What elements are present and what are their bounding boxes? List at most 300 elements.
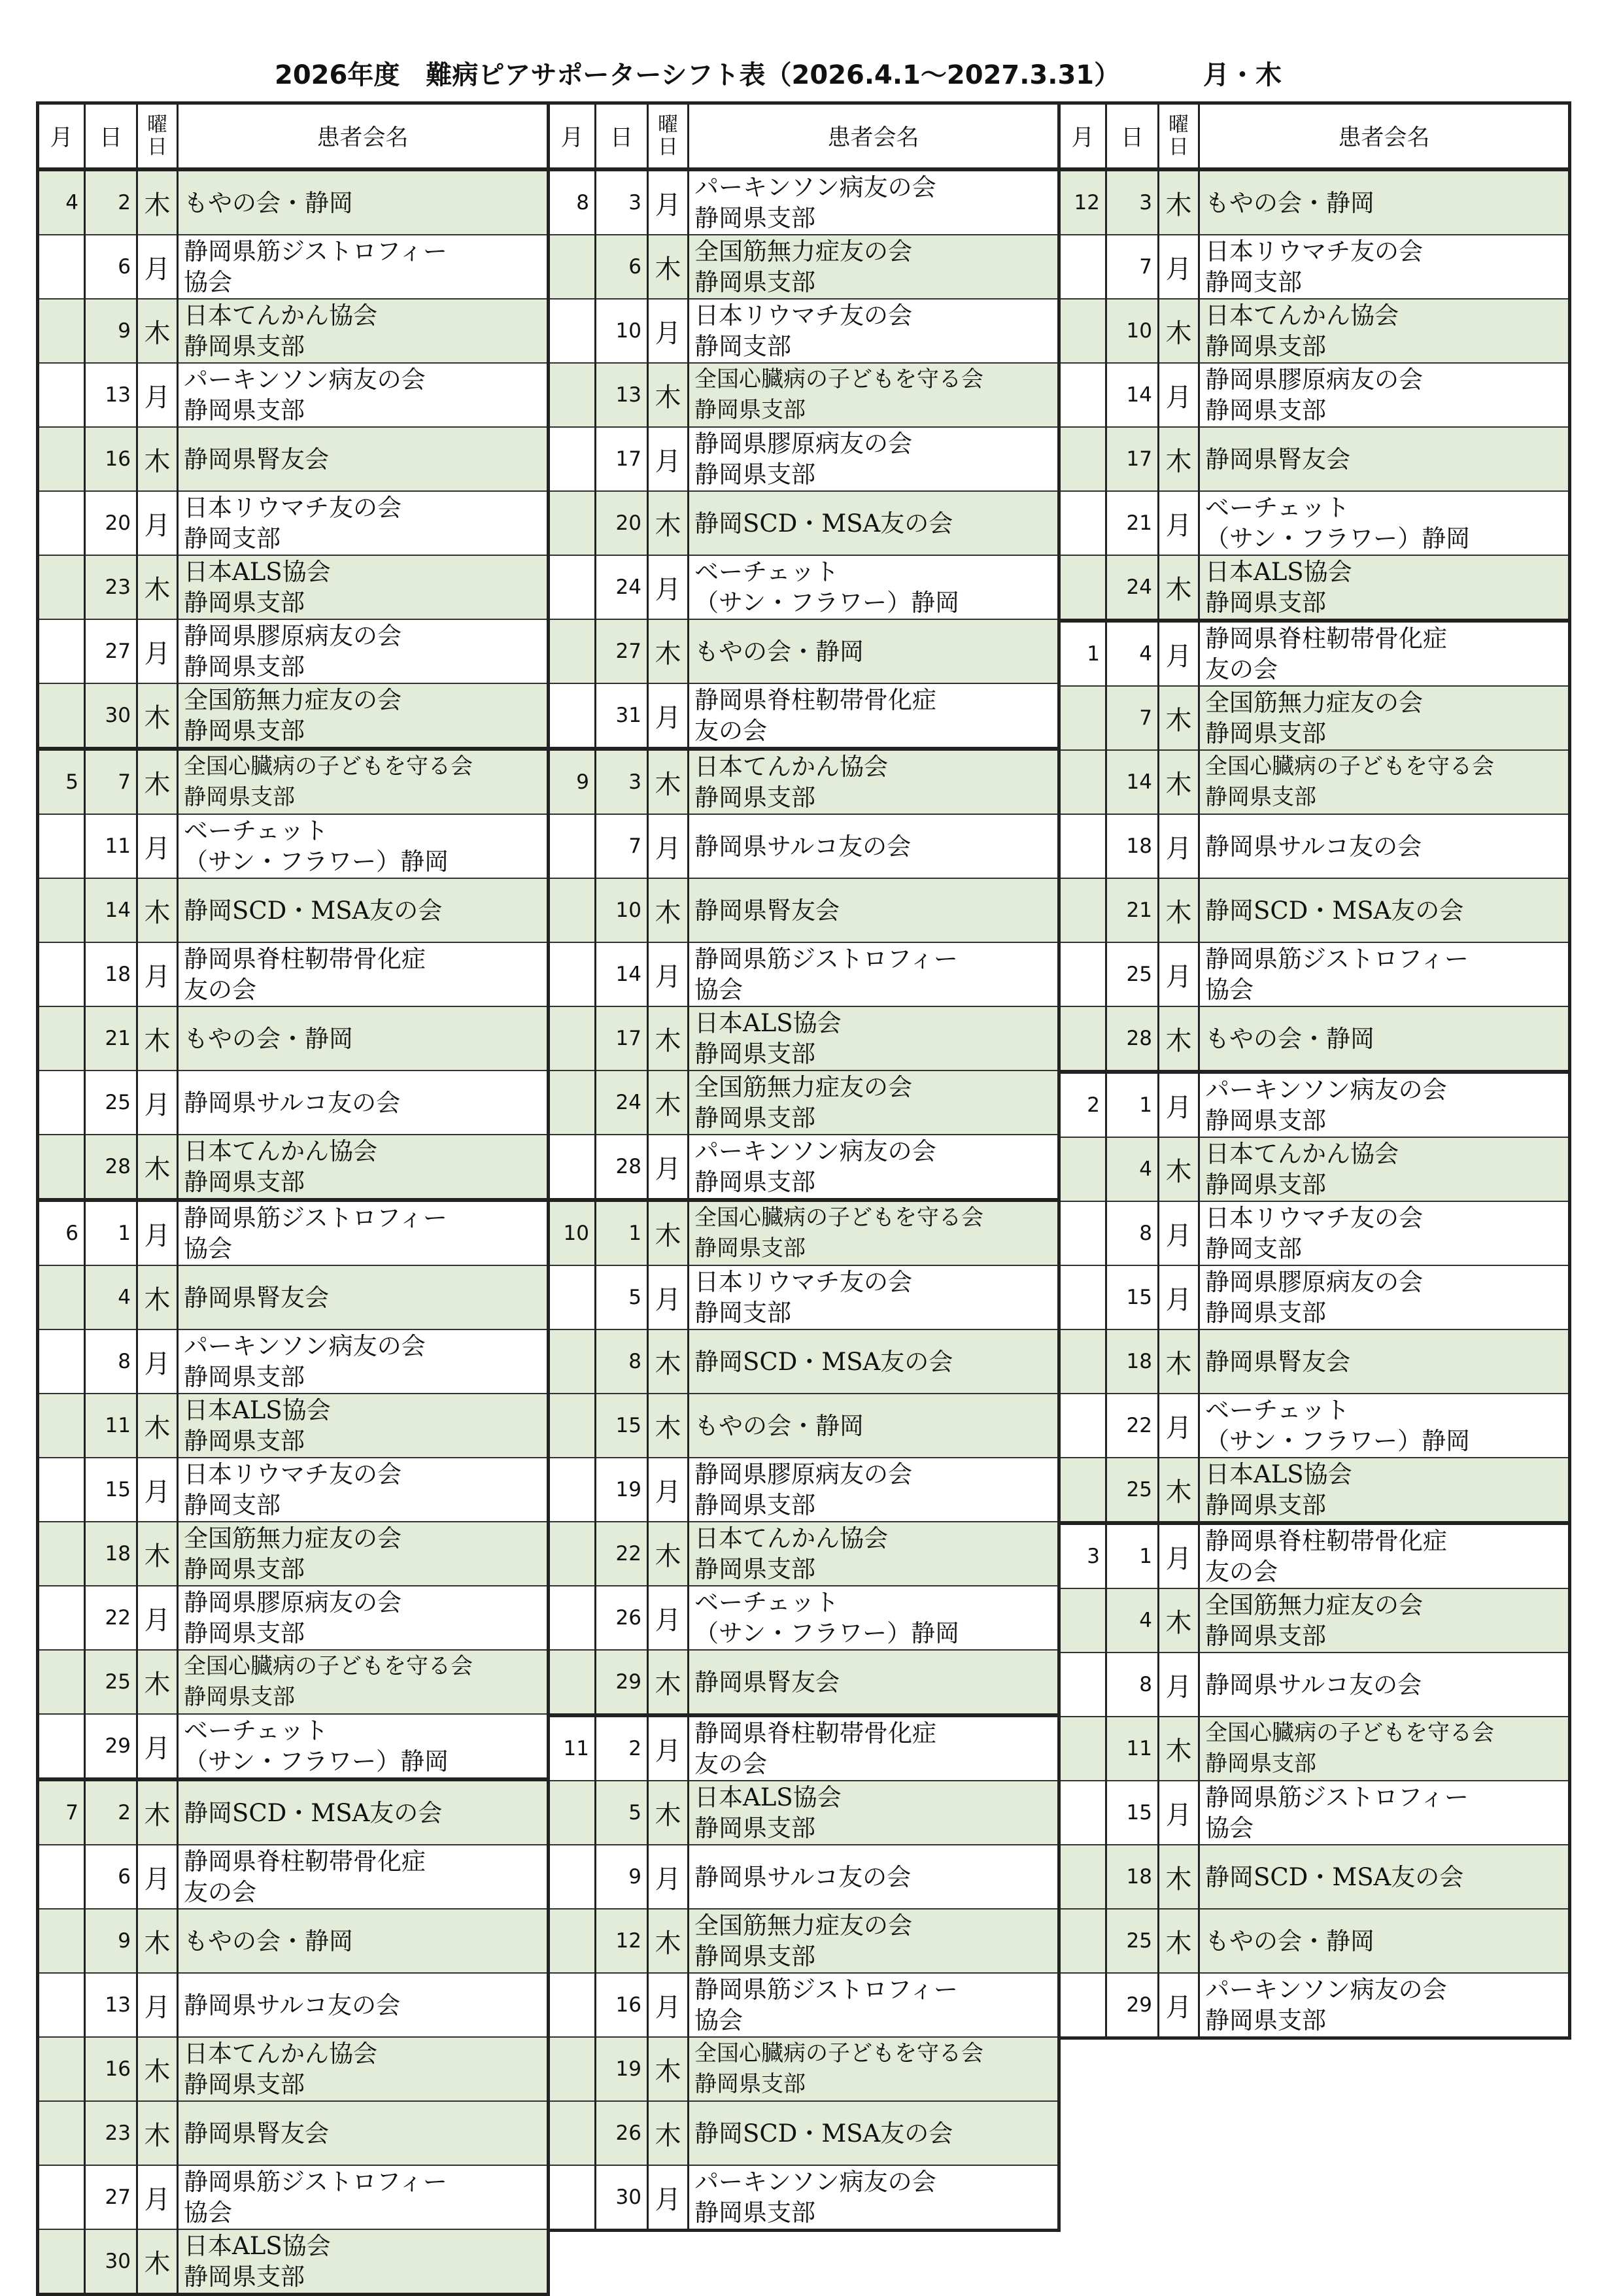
- weekday-cell: 木: [137, 1650, 178, 1714]
- group-name-cell: ベーチェット （サン・フラワー）静岡: [689, 555, 1059, 619]
- month-cell: [38, 2165, 85, 2229]
- group-name-cell: 日本ALS協会 静岡県支部: [689, 1781, 1059, 1845]
- month-cell: [38, 1135, 85, 1200]
- schedule-row: [1059, 235, 1570, 299]
- day-cell: 2: [85, 1779, 137, 1845]
- day-cell: 17: [596, 1006, 648, 1071]
- weekday-header: 曜 日: [648, 103, 689, 170]
- schedule-row: [38, 299, 549, 363]
- day-cell: 5: [596, 1265, 648, 1329]
- weekday-cell: 月: [1159, 491, 1199, 555]
- schedule-row: [38, 1200, 549, 1265]
- weekday-cell: 木: [137, 1909, 178, 1973]
- day-cell: 4: [1106, 1588, 1159, 1653]
- day-cell: 3: [596, 749, 648, 814]
- day-cell: 25: [1106, 1909, 1159, 1973]
- weekday-cell: 木: [137, 299, 178, 363]
- month-cell: [38, 235, 85, 299]
- month-cell: [1059, 1394, 1106, 1458]
- month-cell: [1059, 1973, 1106, 2038]
- day-cell: 5: [596, 1781, 648, 1845]
- schedule-row: [1059, 1394, 1570, 1458]
- weekday-cell: 月: [137, 1714, 178, 1779]
- weekday-cell: 月: [1159, 235, 1199, 299]
- day-cell: 13: [596, 363, 648, 427]
- weekday-cell: 月: [648, 1715, 689, 1781]
- group-name-cell: 全国筋無力症友の会 静岡県支部: [689, 1909, 1059, 1973]
- schedule-row: [38, 1845, 549, 1909]
- weekday-cell: 木: [137, 1394, 178, 1458]
- weekday-cell: 木: [648, 2101, 689, 2165]
- weekday-cell: 月: [648, 1265, 689, 1329]
- schedule-row: [38, 169, 549, 235]
- month-cell: [38, 942, 85, 1006]
- schedule-row: [38, 1458, 549, 1522]
- month-cell: [549, 1522, 596, 1586]
- day-cell: 23: [85, 555, 137, 619]
- group-name-cell: 静岡県膠原病友の会 静岡県支部: [1199, 363, 1570, 427]
- group-name-cell: 静岡県腎友会: [689, 878, 1059, 942]
- group-name-cell: 静岡SCD・MSA友の会: [178, 878, 549, 942]
- day-cell: 10: [596, 878, 648, 942]
- weekday-cell: 木: [1159, 1137, 1199, 1201]
- weekday-cell: 木: [648, 1200, 689, 1265]
- month-cell: [1059, 942, 1106, 1006]
- day-cell: 11: [85, 814, 137, 878]
- schedule-row: [38, 1714, 549, 1779]
- weekday-cell: 木: [648, 363, 689, 427]
- schedule-row: [1059, 1458, 1570, 1523]
- month-cell: [1059, 1265, 1106, 1329]
- schedule-row: [549, 1329, 1059, 1394]
- schedule-row: [549, 1781, 1059, 1845]
- day-cell: 25: [1106, 1458, 1159, 1523]
- schedule-row: [549, 683, 1059, 749]
- schedule-row: [38, 683, 549, 749]
- day-cell: 14: [1106, 750, 1159, 814]
- group-name-cell: 静岡県筋ジストロフィー 協会: [178, 2165, 549, 2229]
- day-cell: 7: [85, 749, 137, 814]
- weekday-cell: 木: [648, 1006, 689, 1071]
- group-name-cell: 全国筋無力症友の会 静岡県支部: [178, 1522, 549, 1586]
- group-name-cell: 日本てんかん協会 静岡県支部: [178, 299, 549, 363]
- month-cell: [38, 2101, 85, 2165]
- schedule-row: [549, 1394, 1059, 1458]
- group-name-cell: 日本ALS協会 静岡県支部: [1199, 555, 1570, 621]
- month-cell: [1059, 1137, 1106, 1201]
- group-name-cell: 静岡SCD・MSA友の会: [689, 491, 1059, 555]
- schedule-row: [38, 1265, 549, 1329]
- month-cell: [1059, 686, 1106, 750]
- month-cell: [1059, 1201, 1106, 1265]
- weekday-cell: 月: [1159, 621, 1199, 686]
- weekday-cell: 月: [137, 942, 178, 1006]
- day-cell: 7: [596, 814, 648, 878]
- month-cell: [1059, 1909, 1106, 1973]
- weekday-cell: 月: [137, 1586, 178, 1650]
- day-header: 日: [1106, 103, 1159, 170]
- weekday-cell: 月: [137, 2165, 178, 2229]
- weekday-cell: 木: [648, 1522, 689, 1586]
- weekday-cell: 木: [137, 1779, 178, 1845]
- weekday-cell: 木: [1159, 299, 1199, 363]
- weekday-cell: 木: [1159, 1329, 1199, 1394]
- group-name-cell: 静岡県サルコ友の会: [1199, 1653, 1570, 1717]
- weekday-cell: 木: [137, 427, 178, 491]
- group-name-cell: 全国筋無力症友の会 静岡県支部: [689, 235, 1059, 299]
- schedule-row: [549, 1845, 1059, 1909]
- day-cell: 3: [1106, 169, 1159, 235]
- day-cell: 27: [85, 2165, 137, 2229]
- day-cell: 18: [1106, 1845, 1159, 1909]
- day-cell: 18: [85, 1522, 137, 1586]
- month-cell: [38, 1909, 85, 1973]
- month-cell: [1059, 878, 1106, 942]
- day-cell: 14: [1106, 363, 1159, 427]
- month-header: 月: [549, 103, 596, 170]
- schedule-row: [1059, 1072, 1570, 1137]
- day-cell: 1: [1106, 1072, 1159, 1137]
- group-name-cell: 日本ALS協会 静岡県支部: [178, 555, 549, 619]
- day-cell: 25: [85, 1071, 137, 1135]
- weekday-cell: 木: [1159, 1909, 1199, 1973]
- schedule-row: [38, 427, 549, 491]
- day-cell: 11: [85, 1394, 137, 1458]
- day-cell: 28: [1106, 1006, 1159, 1072]
- schedule-row: [1059, 878, 1570, 942]
- schedule-row: [1059, 169, 1570, 235]
- schedule-row: [549, 1586, 1059, 1650]
- group-name-cell: 静岡県サルコ友の会: [689, 1845, 1059, 1909]
- group-name-header: 患者会名: [689, 103, 1059, 170]
- weekday-header: 曜 日: [1159, 103, 1199, 170]
- schedule-row: [38, 491, 549, 555]
- month-cell: [549, 2101, 596, 2165]
- schedule-row: [1059, 686, 1570, 750]
- group-name-cell: 静岡県腎友会: [1199, 1329, 1570, 1394]
- month-header: 月: [1059, 103, 1106, 170]
- day-cell: 30: [85, 683, 137, 749]
- schedule-table: [36, 101, 550, 2296]
- month-cell: [549, 299, 596, 363]
- month-cell: [38, 1329, 85, 1394]
- schedule-row: [549, 1522, 1059, 1586]
- day-cell: 13: [85, 1973, 137, 2037]
- weekday-cell: 木: [137, 2229, 178, 2295]
- month-cell: [38, 1586, 85, 1650]
- group-name-cell: 日本てんかん協会 静岡県支部: [689, 1522, 1059, 1586]
- group-name-cell: 日本ALS協会 静岡県支部: [689, 1006, 1059, 1071]
- group-name-cell: 日本リウマチ友の会 静岡支部: [1199, 1201, 1570, 1265]
- schedule-row: [1059, 427, 1570, 491]
- day-cell: 18: [85, 942, 137, 1006]
- month-cell: [38, 363, 85, 427]
- weekday-cell: 木: [648, 878, 689, 942]
- header-row: [1059, 103, 1570, 170]
- day-cell: 16: [85, 2037, 137, 2101]
- schedule-row: [549, 878, 1059, 942]
- weekday-cell: 月: [137, 363, 178, 427]
- month-cell: 12: [1059, 169, 1106, 235]
- schedule-column-2: [547, 101, 1057, 2232]
- group-name-cell: ベーチェット （サン・フラワー）静岡: [178, 1714, 549, 1779]
- schedule-row: [1059, 621, 1570, 686]
- month-cell: [1059, 1653, 1106, 1717]
- month-cell: [38, 1650, 85, 1714]
- group-name-cell: もやの会・静岡: [178, 169, 549, 235]
- group-name-cell: 日本リウマチ友の会 静岡支部: [178, 1458, 549, 1522]
- day-cell: 24: [596, 555, 648, 619]
- schedule-row: [38, 1973, 549, 2037]
- day-cell: 8: [596, 1329, 648, 1394]
- day-cell: 15: [1106, 1265, 1159, 1329]
- schedule-row: [38, 1329, 549, 1394]
- month-cell: [549, 1329, 596, 1394]
- schedule-row: [549, 1909, 1059, 1973]
- month-cell: [38, 1071, 85, 1135]
- day-cell: 22: [596, 1522, 648, 1586]
- weekday-cell: 木: [1159, 169, 1199, 235]
- schedule-row: [38, 2037, 549, 2101]
- schedule-row: [38, 1071, 549, 1135]
- schedule-row: [38, 1650, 549, 1714]
- schedule-row: [1059, 1201, 1570, 1265]
- group-name-cell: 静岡県腎友会: [1199, 427, 1570, 491]
- schedule-row: [549, 1071, 1059, 1135]
- weekday-cell: 月: [648, 683, 689, 749]
- day-cell: 26: [596, 2101, 648, 2165]
- schedule-row: [549, 299, 1059, 363]
- schedule-row: [1059, 1973, 1570, 2038]
- month-cell: [1059, 814, 1106, 878]
- month-cell: [1059, 1588, 1106, 1653]
- weekday-cell: 月: [648, 942, 689, 1006]
- day-cell: 6: [596, 235, 648, 299]
- weekday-cell: 月: [648, 299, 689, 363]
- day-cell: 16: [596, 1973, 648, 2037]
- weekday-cell: 月: [137, 1845, 178, 1909]
- month-cell: 11: [549, 1715, 596, 1781]
- group-name-cell: 日本てんかん協会 静岡県支部: [178, 2037, 549, 2101]
- group-name-cell: 静岡SCD・MSA友の会: [1199, 1845, 1570, 1909]
- month-cell: [549, 555, 596, 619]
- month-cell: [38, 1522, 85, 1586]
- group-name-cell: 静岡県筋ジストロフィー 協会: [689, 942, 1059, 1006]
- month-cell: [1059, 491, 1106, 555]
- month-cell: [549, 878, 596, 942]
- month-cell: [1059, 1781, 1106, 1845]
- schedule-row: [38, 2165, 549, 2229]
- schedule-row: [549, 169, 1059, 235]
- weekday-cell: 木: [137, 2101, 178, 2165]
- weekday-cell: 月: [648, 1973, 689, 2037]
- group-name-cell: 日本てんかん協会 静岡県支部: [689, 749, 1059, 814]
- group-name-cell: 日本てんかん協会 静岡県支部: [1199, 299, 1570, 363]
- schedule-row: [549, 1458, 1059, 1522]
- group-name-cell: 静岡県脊柱靭帯骨化症 友の会: [178, 942, 549, 1006]
- day-cell: 8: [85, 1329, 137, 1394]
- schedule-row: [38, 1586, 549, 1650]
- month-cell: 3: [1059, 1523, 1106, 1588]
- day-cell: 22: [85, 1586, 137, 1650]
- day-cell: 15: [1106, 1781, 1159, 1845]
- month-cell: [549, 1781, 596, 1845]
- group-name-cell: パーキンソン病友の会 静岡県支部: [1199, 1973, 1570, 2038]
- schedule-row: [1059, 491, 1570, 555]
- weekday-cell: 木: [1159, 427, 1199, 491]
- weekday-cell: 月: [648, 555, 689, 619]
- month-cell: [549, 1071, 596, 1135]
- schedule-row: [38, 878, 549, 942]
- day-cell: 20: [596, 491, 648, 555]
- month-cell: [38, 1845, 85, 1909]
- month-cell: [38, 555, 85, 619]
- group-name-cell: 静岡県腎友会: [178, 1265, 549, 1329]
- weekday-cell: 木: [648, 1329, 689, 1394]
- schedule-row: [38, 1522, 549, 1586]
- schedule-row: [549, 2037, 1059, 2101]
- group-name-cell: 静岡県腎友会: [689, 1650, 1059, 1715]
- weekday-cell: 月: [648, 427, 689, 491]
- schedule-table: [547, 101, 1061, 2232]
- month-cell: [38, 1458, 85, 1522]
- weekday-cell: 木: [648, 491, 689, 555]
- group-name-cell: 静岡県サルコ友の会: [178, 1973, 549, 2037]
- schedule-row: [549, 555, 1059, 619]
- weekday-cell: 木: [137, 749, 178, 814]
- day-cell: 31: [596, 683, 648, 749]
- weekday-cell: 月: [648, 1458, 689, 1522]
- weekday-header: 曜 日: [137, 103, 178, 170]
- schedule-row: [1059, 299, 1570, 363]
- group-name-cell: ベーチェット （サン・フラワー）静岡: [178, 814, 549, 878]
- month-cell: [549, 814, 596, 878]
- weekday-cell: 月: [137, 1329, 178, 1394]
- month-cell: [549, 1458, 596, 1522]
- month-cell: [1059, 1329, 1106, 1394]
- month-cell: 7: [38, 1779, 85, 1845]
- day-cell: 6: [85, 1845, 137, 1909]
- schedule-row: [38, 2101, 549, 2165]
- month-cell: [38, 1006, 85, 1071]
- group-name-cell: もやの会・静岡: [178, 1909, 549, 1973]
- group-name-cell: パーキンソン病友の会 静岡県支部: [178, 363, 549, 427]
- group-name-cell: 静岡県サルコ友の会: [178, 1071, 549, 1135]
- day-cell: 19: [596, 2037, 648, 2101]
- schedule-row: [549, 1973, 1059, 2037]
- schedule-row: [549, 2101, 1059, 2165]
- group-name-cell: 静岡県腎友会: [178, 427, 549, 491]
- day-cell: 24: [596, 1071, 648, 1135]
- day-cell: 14: [85, 878, 137, 942]
- day-cell: 28: [596, 1135, 648, 1200]
- schedule-row: [38, 1006, 549, 1071]
- group-name-cell: 静岡県筋ジストロフィー 協会: [689, 1973, 1059, 2037]
- weekday-cell: 木: [1159, 1717, 1199, 1781]
- group-name-cell: もやの会・静岡: [1199, 169, 1570, 235]
- month-cell: [1059, 363, 1106, 427]
- day-cell: 26: [596, 1586, 648, 1650]
- weekday-cell: 月: [1159, 1523, 1199, 1588]
- schedule-row: [38, 942, 549, 1006]
- weekday-cell: 木: [137, 683, 178, 749]
- group-name-cell: 日本ALS協会 静岡県支部: [178, 2229, 549, 2295]
- schedule-row: [549, 2165, 1059, 2231]
- schedule-row: [549, 749, 1059, 814]
- weekday-cell: 月: [648, 1845, 689, 1909]
- month-cell: [549, 1135, 596, 1200]
- group-name-cell: 静岡県サルコ友の会: [1199, 814, 1570, 878]
- schedule-row: [1059, 1329, 1570, 1394]
- day-cell: 4: [85, 1265, 137, 1329]
- month-cell: [549, 2165, 596, 2231]
- weekday-cell: 木: [137, 878, 178, 942]
- month-cell: [38, 1394, 85, 1458]
- weekday-cell: 月: [137, 491, 178, 555]
- month-cell: [38, 683, 85, 749]
- day-cell: 18: [1106, 814, 1159, 878]
- day-cell: 29: [1106, 1973, 1159, 2038]
- group-name-cell: 静岡県膠原病友の会 静岡県支部: [1199, 1265, 1570, 1329]
- schedule-row: [1059, 750, 1570, 814]
- weekday-cell: 月: [1159, 1201, 1199, 1265]
- month-cell: [1059, 1845, 1106, 1909]
- day-cell: 20: [85, 491, 137, 555]
- weekday-cell: 木: [137, 555, 178, 619]
- month-cell: [549, 1650, 596, 1715]
- group-name-cell: 日本リウマチ友の会 静岡支部: [178, 491, 549, 555]
- month-cell: [38, 491, 85, 555]
- day-cell: 23: [85, 2101, 137, 2165]
- schedule-row: [1059, 1265, 1570, 1329]
- day-cell: 24: [1106, 555, 1159, 621]
- day-cell: 9: [596, 1845, 648, 1909]
- weekday-cell: 木: [648, 1650, 689, 1715]
- group-name-cell: 全国心臓病の子どもを守る会 静岡県支部: [689, 2037, 1059, 2101]
- group-name-cell: 全国筋無力症友の会 静岡県支部: [1199, 686, 1570, 750]
- month-cell: [38, 814, 85, 878]
- group-name-cell: 日本ALS協会 静岡県支部: [178, 1394, 549, 1458]
- group-name-cell: 静岡県膠原病友の会 静岡県支部: [689, 427, 1059, 491]
- weekday-cell: 木: [1159, 1458, 1199, 1523]
- schedule-row: [1059, 1717, 1570, 1781]
- month-cell: [549, 1909, 596, 1973]
- schedule-row: [549, 1715, 1059, 1781]
- month-cell: 2: [1059, 1072, 1106, 1137]
- group-name-cell: 日本てんかん協会 静岡県支部: [1199, 1137, 1570, 1201]
- group-name-cell: 静岡県脊柱靭帯骨化症 友の会: [689, 1715, 1059, 1781]
- day-cell: 7: [1106, 235, 1159, 299]
- group-name-cell: パーキンソン病友の会 静岡県支部: [689, 2165, 1059, 2231]
- page-title: 2026年度 難病ピアサポーターシフト表（2026.4.1～2027.3.31）: [275, 60, 1121, 90]
- day-cell: 27: [85, 619, 137, 683]
- group-name-header: 患者会名: [1199, 103, 1570, 170]
- day-cell: 2: [85, 169, 137, 235]
- group-name-cell: もやの会・静岡: [178, 1006, 549, 1071]
- day-cell: 8: [1106, 1653, 1159, 1717]
- day-cell: 4: [1106, 621, 1159, 686]
- schedule-row: [549, 1200, 1059, 1265]
- weekday-cell: 木: [648, 1781, 689, 1845]
- month-cell: [38, 299, 85, 363]
- group-name-header: 患者会名: [178, 103, 549, 170]
- group-name-cell: 静岡県脊柱靭帯骨化症 友の会: [1199, 621, 1570, 686]
- month-cell: 9: [549, 749, 596, 814]
- weekday-cell: 月: [1159, 1394, 1199, 1458]
- weekday-cell: 月: [137, 1458, 178, 1522]
- day-cell: 18: [1106, 1329, 1159, 1394]
- weekday-cell: 月: [137, 1973, 178, 2037]
